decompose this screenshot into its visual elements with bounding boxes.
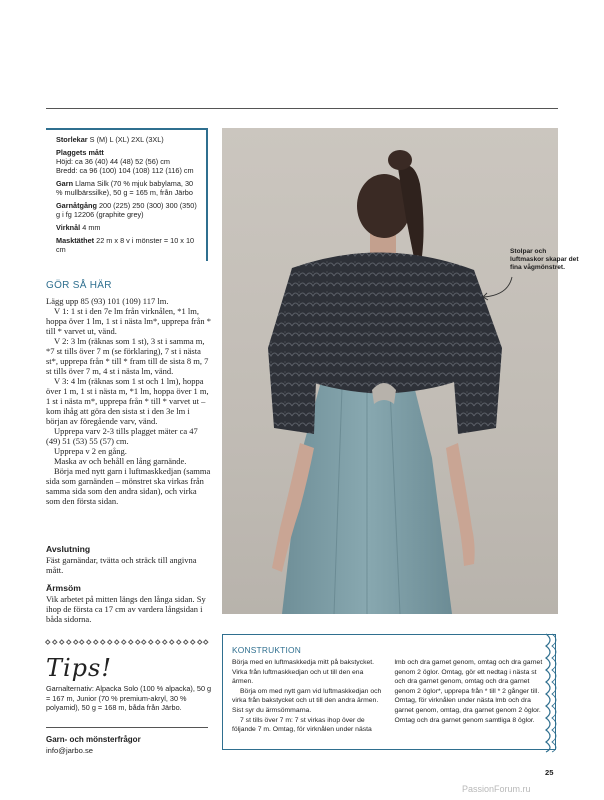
tips-text: Garnalternativ: Alpacka Solo (100 % alpacka), 50 g = 167 m, Junior (70 % premium-akryl, 30 % polyamid), 50 g = 168 m, båda från Järbo. bbox=[46, 684, 212, 713]
konstruktion-column-2: lmb och dra garnet genom, omtag och dra garnet genom 2 öglor. Omtag, gör ett nedtag i nästa st och dra garnet genom, omtag och dra garnet genom 2 öglor*, upprepa från * till * 2 gånger till. Omtag, för virknålen under nästa lmb och dra garnet genom, omtag, dra garnet genom 2 öglor. Omtag och dra garnet genom samtliga 8 öglor. bbox=[394, 659, 543, 724]
tips-logo: Tips! bbox=[46, 654, 113, 682]
armsom-text: Vik arbetet på mitten längs den långa sidan. Sy ihop de första ca 17 cm av vardera långsidan i båda sidorna. bbox=[46, 594, 206, 624]
instruction-paragraph: Lägg upp 85 (93) 101 (109) 117 lm. bbox=[46, 296, 169, 306]
top-rule bbox=[46, 108, 558, 109]
watermark: PassionForum.ru bbox=[462, 784, 531, 794]
caption-arrow-icon bbox=[478, 275, 518, 305]
spec-masktathet: Masktäthet 22 m x 8 v i mönster = 10 x 10 cm bbox=[56, 235, 195, 254]
section-heading: GÖR SÅ HÄR bbox=[46, 280, 112, 291]
photo-caption: Stolpar och luftmaskor skapar det fina vågmönstret. bbox=[510, 248, 579, 271]
photo-illustration bbox=[222, 128, 558, 614]
model-photo bbox=[222, 128, 558, 614]
spec-garnatgang: Garnåtgång 200 (225) 250 (300) 300 (350) g i fg 12206 (graphite grey) bbox=[56, 201, 197, 220]
page-number: 25 bbox=[545, 768, 554, 777]
contact-heading: Garn- och mönsterfrågor bbox=[46, 735, 141, 744]
spec-matt: Plaggets mått Höjd: ca 36 (40) 44 (48) 52 (56) cm Bredd: ca 96 (100) 104 (108) 112 (116) cm bbox=[56, 147, 194, 176]
instruction-paragraph: V 1: 1 st i den 7e lm från virknålen, *1 lm, hoppa över 1 lm, 1 st i nästa lm*, upprepa från * till * varvet ut, vänd. bbox=[46, 306, 212, 336]
spec-storlekar: Storlekar S (M) L (XL) 2XL (3XL) bbox=[56, 135, 164, 144]
instruction-paragraph: V 3: 4 lm (räknas som 1 st och 1 lm), hoppa över 1 m, 1 st i nästa m, *1 lm, hoppa över 1 m, 1 st i nästa m*, upprepa från * till * varvet ut – kom ihåg att göra den sista st i den 3e lm i början av föregående varv, vänd. bbox=[46, 376, 209, 426]
spec-garn: Garn Llama Silk (70 % mjuk babylama, 30 % mullbärssilke), 50 g = 165 m, från Järbo bbox=[56, 179, 194, 198]
dotted-divider bbox=[46, 638, 208, 646]
instruction-paragraph: Börja med nytt garn i luftmaskkedjan (samma sida som garnänden – mönstret ska virkas från samma sida som den andra sidan), och virka som den första sidan. bbox=[46, 466, 211, 506]
instruction-paragraph: Maska av och behåll en lång garnände. bbox=[54, 456, 187, 466]
instruction-paragraph: Upprepa varv 2-3 tills plagget mäter ca 47 (49) 51 (53) 55 (57) cm. bbox=[46, 426, 198, 446]
instruction-paragraph: V 2: 3 lm (räknas som 1 st), 3 st i samma m, *7 st tills över 7 m (se förklaring), 7 st i nästa st*, upprepa från * till * fram till de sista 8 m, 7 st tills över 7 m, 4 st i nästa lm, vänd. bbox=[46, 336, 209, 376]
konstruktion-heading: KONSTRUKTION bbox=[232, 645, 301, 655]
avslutning-text: Fäst garnändar, tvätta och sträck till angivna mått. bbox=[46, 555, 197, 575]
spec-box bbox=[46, 128, 208, 261]
tips-rule bbox=[46, 727, 208, 728]
contact-email[interactable]: info@jarbo.se bbox=[46, 746, 93, 755]
instructions-body bbox=[46, 296, 212, 506]
armsom-heading: Ärmsöm bbox=[46, 583, 81, 593]
spec-virknal: Virknål 4 mm bbox=[56, 223, 101, 232]
avslutning-heading: Avslutning bbox=[46, 544, 91, 554]
wave-border-icon bbox=[540, 630, 562, 754]
instruction-paragraph: Upprepa v 2 en gång. bbox=[54, 446, 127, 456]
konstruktion-box bbox=[222, 634, 556, 750]
konstruktion-column-1: Börja med en luftmaskkedja mitt på bakstycket. Virka från luftmaskkedjan och ut till den ena ärmen. Börja om med nytt garn vid luftmaskkedjan och virka från bakstycket och ut till den andra ärmen. Sist syr du ärmsömmarna. 7 st tills över 7 m: 7 st virkas ihop över de följande 7 m. Omtag, för virknålen under nästa bbox=[232, 659, 382, 734]
